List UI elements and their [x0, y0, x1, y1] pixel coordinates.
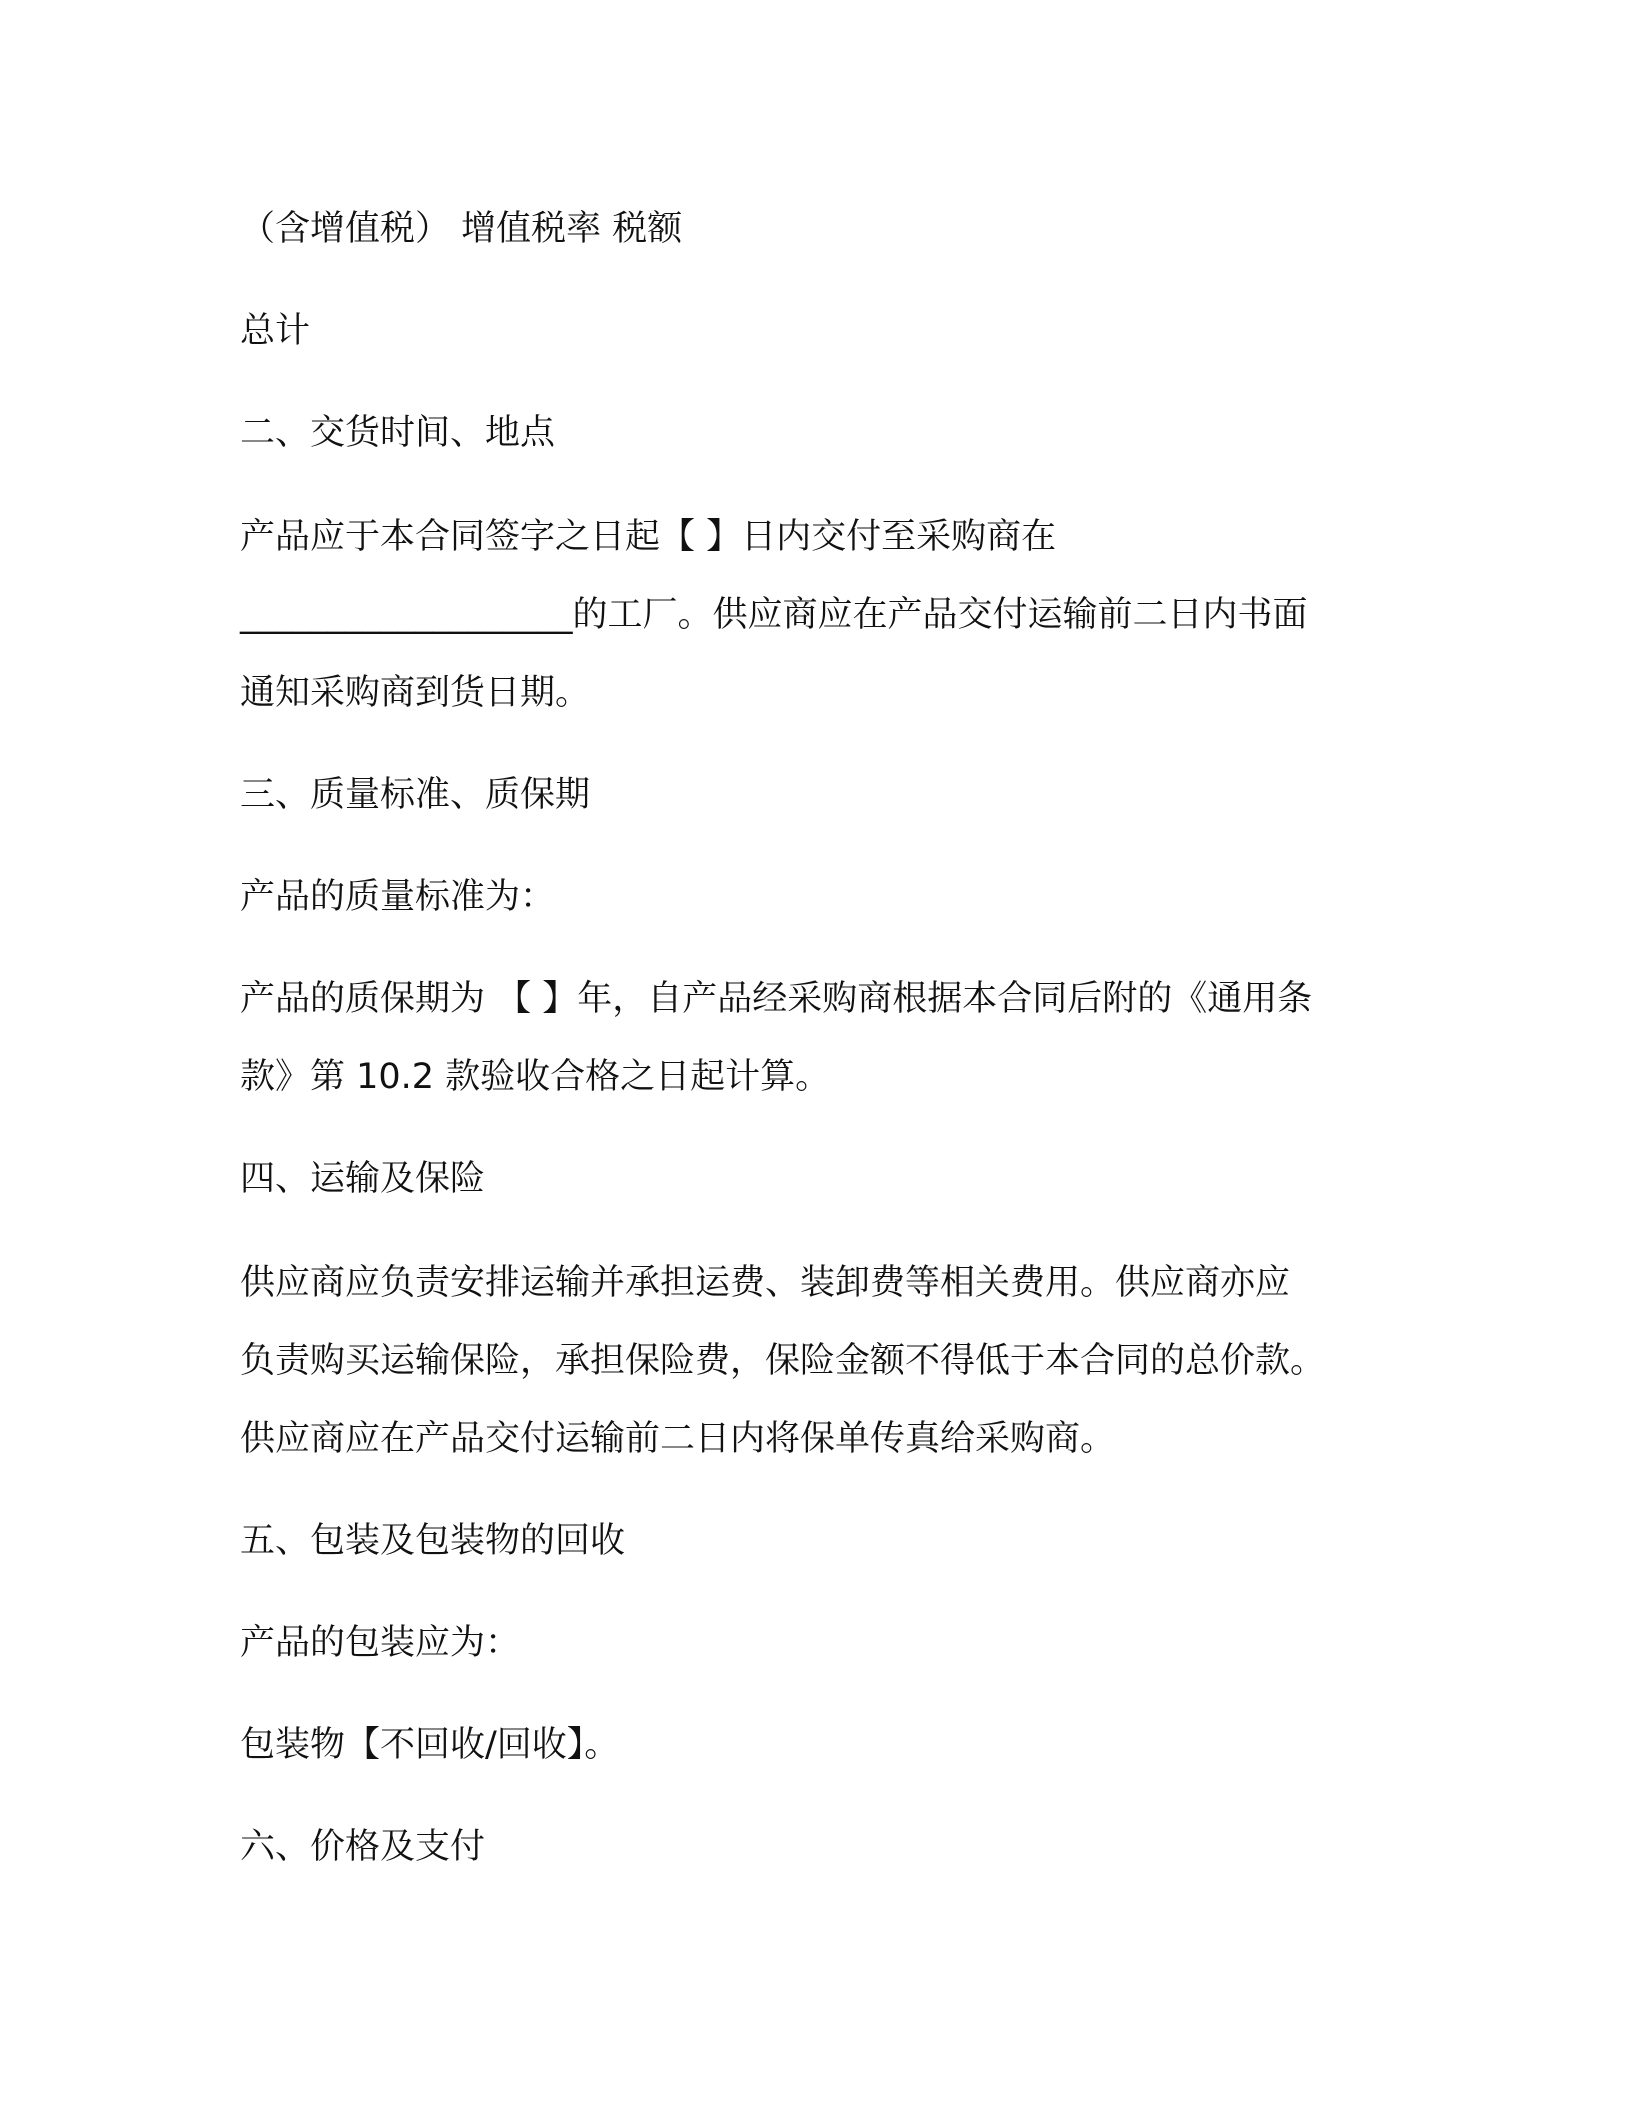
section-heading-5: 五、包装及包装物的回收: [240, 1521, 626, 1561]
warranty-paragraph: 产品的质保期为 【 】年，自产品经采购商根据本合同后附的《通用条 款》第 10.2 款验收合格之日起计算。: [240, 979, 1313, 1097]
transport-paragraph: 供应商应负责安排运输并承担运费、装卸费等相关费用。供应商亦应 负责购买运输保险，承担保险费，保险金额不得低于本合同的总价款。 供应商应在产品交付运输前二日内将保单传真给采购商。: [240, 1263, 1326, 1459]
quality-standard-line: 产品的质量标准为：: [240, 877, 556, 917]
delivery-paragraph: 产品应于本合同签字之日起【 】日内交付至采购商在 ___________________的工厂。供应商应在产品交付运输前二日内书面 通知采购商到货日期。: [240, 517, 1308, 713]
section-heading-6: 六、价格及支付: [240, 1827, 486, 1867]
section-heading-4: 四、运输及保险: [240, 1159, 486, 1199]
price-header-line: （含增值税） 增值税率 税额: [240, 209, 683, 249]
document-body: [240, 190, 1420, 1886]
packaging-recycle-line: 包装物【不回收/回收】。: [240, 1725, 620, 1765]
section-heading-3: 三、质量标准、质保期: [240, 775, 591, 815]
total-label: 总计: [240, 311, 311, 351]
section-heading-2: 二、交货时间、地点: [240, 413, 556, 453]
packaging-line: 产品的包装应为：: [240, 1623, 521, 1663]
